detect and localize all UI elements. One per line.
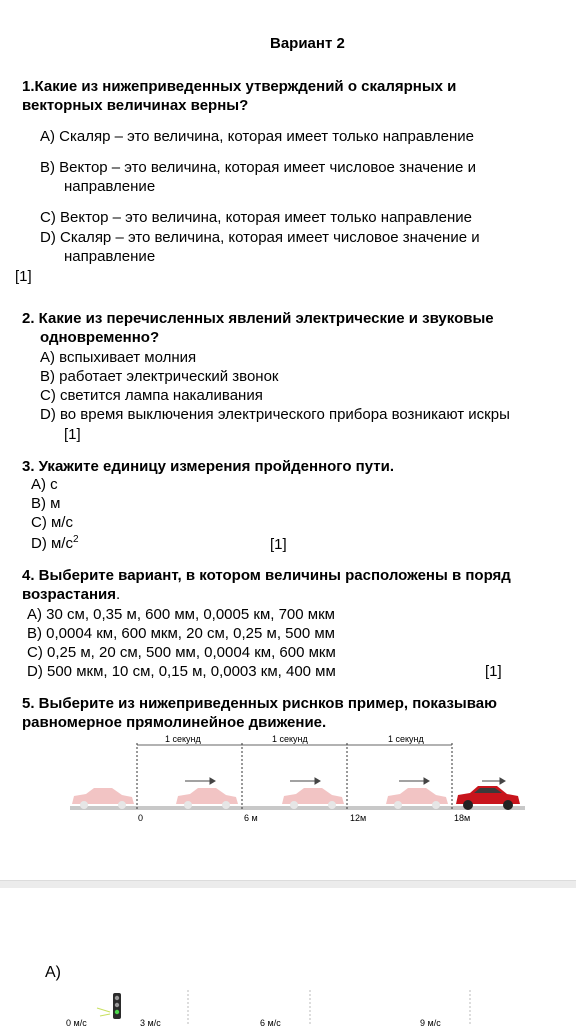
q4-option-b: B) 0,0004 км, 600 мкм, 20 см, 0,25 м, 500 мм [27, 625, 335, 642]
q2-option-c: C) светится лампа накаливания [40, 387, 263, 404]
q3-option-d-text: D) м/с [31, 535, 73, 552]
q3-option-b: B) м [31, 495, 61, 512]
q4-mark: [1] [485, 663, 502, 680]
q2-text-line1: 2. Какие из перечисленных явлений электрические и звуковые [22, 310, 494, 327]
q1-text-line1: 1.Какие из нижеприведенных утверждений о скалярных и [22, 78, 457, 95]
q4-text-line2 [22, 586, 120, 604]
q2-option-b: B) работает электрический звонок [40, 368, 279, 385]
q3-option-a: A) с [31, 476, 58, 493]
q2-text-line2: одновременно? [40, 329, 160, 346]
interval-label-2: 1 секунд [272, 734, 308, 744]
q5-text-line2: равномерное прямолинейное движение. [22, 714, 327, 731]
speed-label-0: 0 м/с [66, 1018, 87, 1028]
q3-option-d-sup: 2 [72, 534, 79, 545]
q2-option-a: A) вспыхивает молния [40, 349, 197, 366]
q4-option-d: D) 500 мкм, 10 см, 0,15 м, 0,0003 км, 400 мм [27, 663, 336, 680]
q3-mark: [1] [270, 536, 287, 553]
position-label-12: 12м [350, 813, 367, 823]
position-label-6: 6 м [244, 813, 258, 823]
q3-text: 3. Укажите единицу измерения пройденного пути. [22, 458, 394, 475]
car-ghost-4 [386, 788, 448, 809]
car-ghost-3 [282, 788, 344, 809]
q3-option-d [31, 535, 79, 553]
q2-option-d: D) во время выключения электрического прибора возникают искры [40, 406, 510, 423]
q1-option-d: D) Скаляр – это величина, которая имеет числовое значение и [40, 229, 480, 246]
q3-option-c: C) м/с [31, 514, 73, 531]
q4-option-a: A) 30 см, 0,35 м, 600 мм, 0,0005 км, 700 мкм [27, 606, 335, 623]
speed-label-3: 3 м/с [140, 1018, 161, 1028]
q1-mark: [1] [15, 268, 32, 285]
speed-label-9: 9 м/с [420, 1018, 441, 1028]
q1-text-line2: векторных величинах верны? [22, 97, 249, 114]
speed-label-6: 6 м/с [260, 1018, 281, 1028]
page-2 [0, 888, 576, 1026]
q2-mark: [1] [64, 426, 81, 443]
q1-option-b-cont: направление [64, 178, 156, 195]
page-title: Вариант 2 [270, 35, 345, 52]
car-ghost-2 [176, 788, 238, 809]
interval-label-3: 1 секунд [388, 734, 424, 744]
q1-option-c: C) Вектор – это величина, которая имеет только направление [40, 209, 472, 226]
interval-label-1: 1 секунд [165, 734, 201, 744]
q1-option-a: A) Скаляр – это величина, которая имеет только направление [40, 128, 474, 145]
position-label-0: 0 [138, 813, 144, 823]
q4-text-line2-end: . [116, 586, 121, 603]
q4-text-line2-bold: возрастания [22, 586, 117, 603]
position-label-18: 18м [454, 813, 471, 823]
q4-text-line1: 4. Выберите вариант, в котором величины расположены в поряд [22, 567, 511, 584]
q4-option-c: C) 0,25 м, 20 см, 500 мм, 0,0004 км, 600 мкм [27, 644, 336, 661]
option-a-label: A) [45, 964, 61, 981]
q1-option-b: B) Вектор – это величина, которая имеет числовое значение и [40, 159, 476, 176]
direction-arrows [185, 778, 505, 784]
car-ghost-1 [72, 788, 134, 809]
q1-option-d-cont: направление [64, 248, 156, 265]
q5-text-line1: 5. Выберите из нижеприведенных риснков пример, показываю [22, 695, 497, 712]
